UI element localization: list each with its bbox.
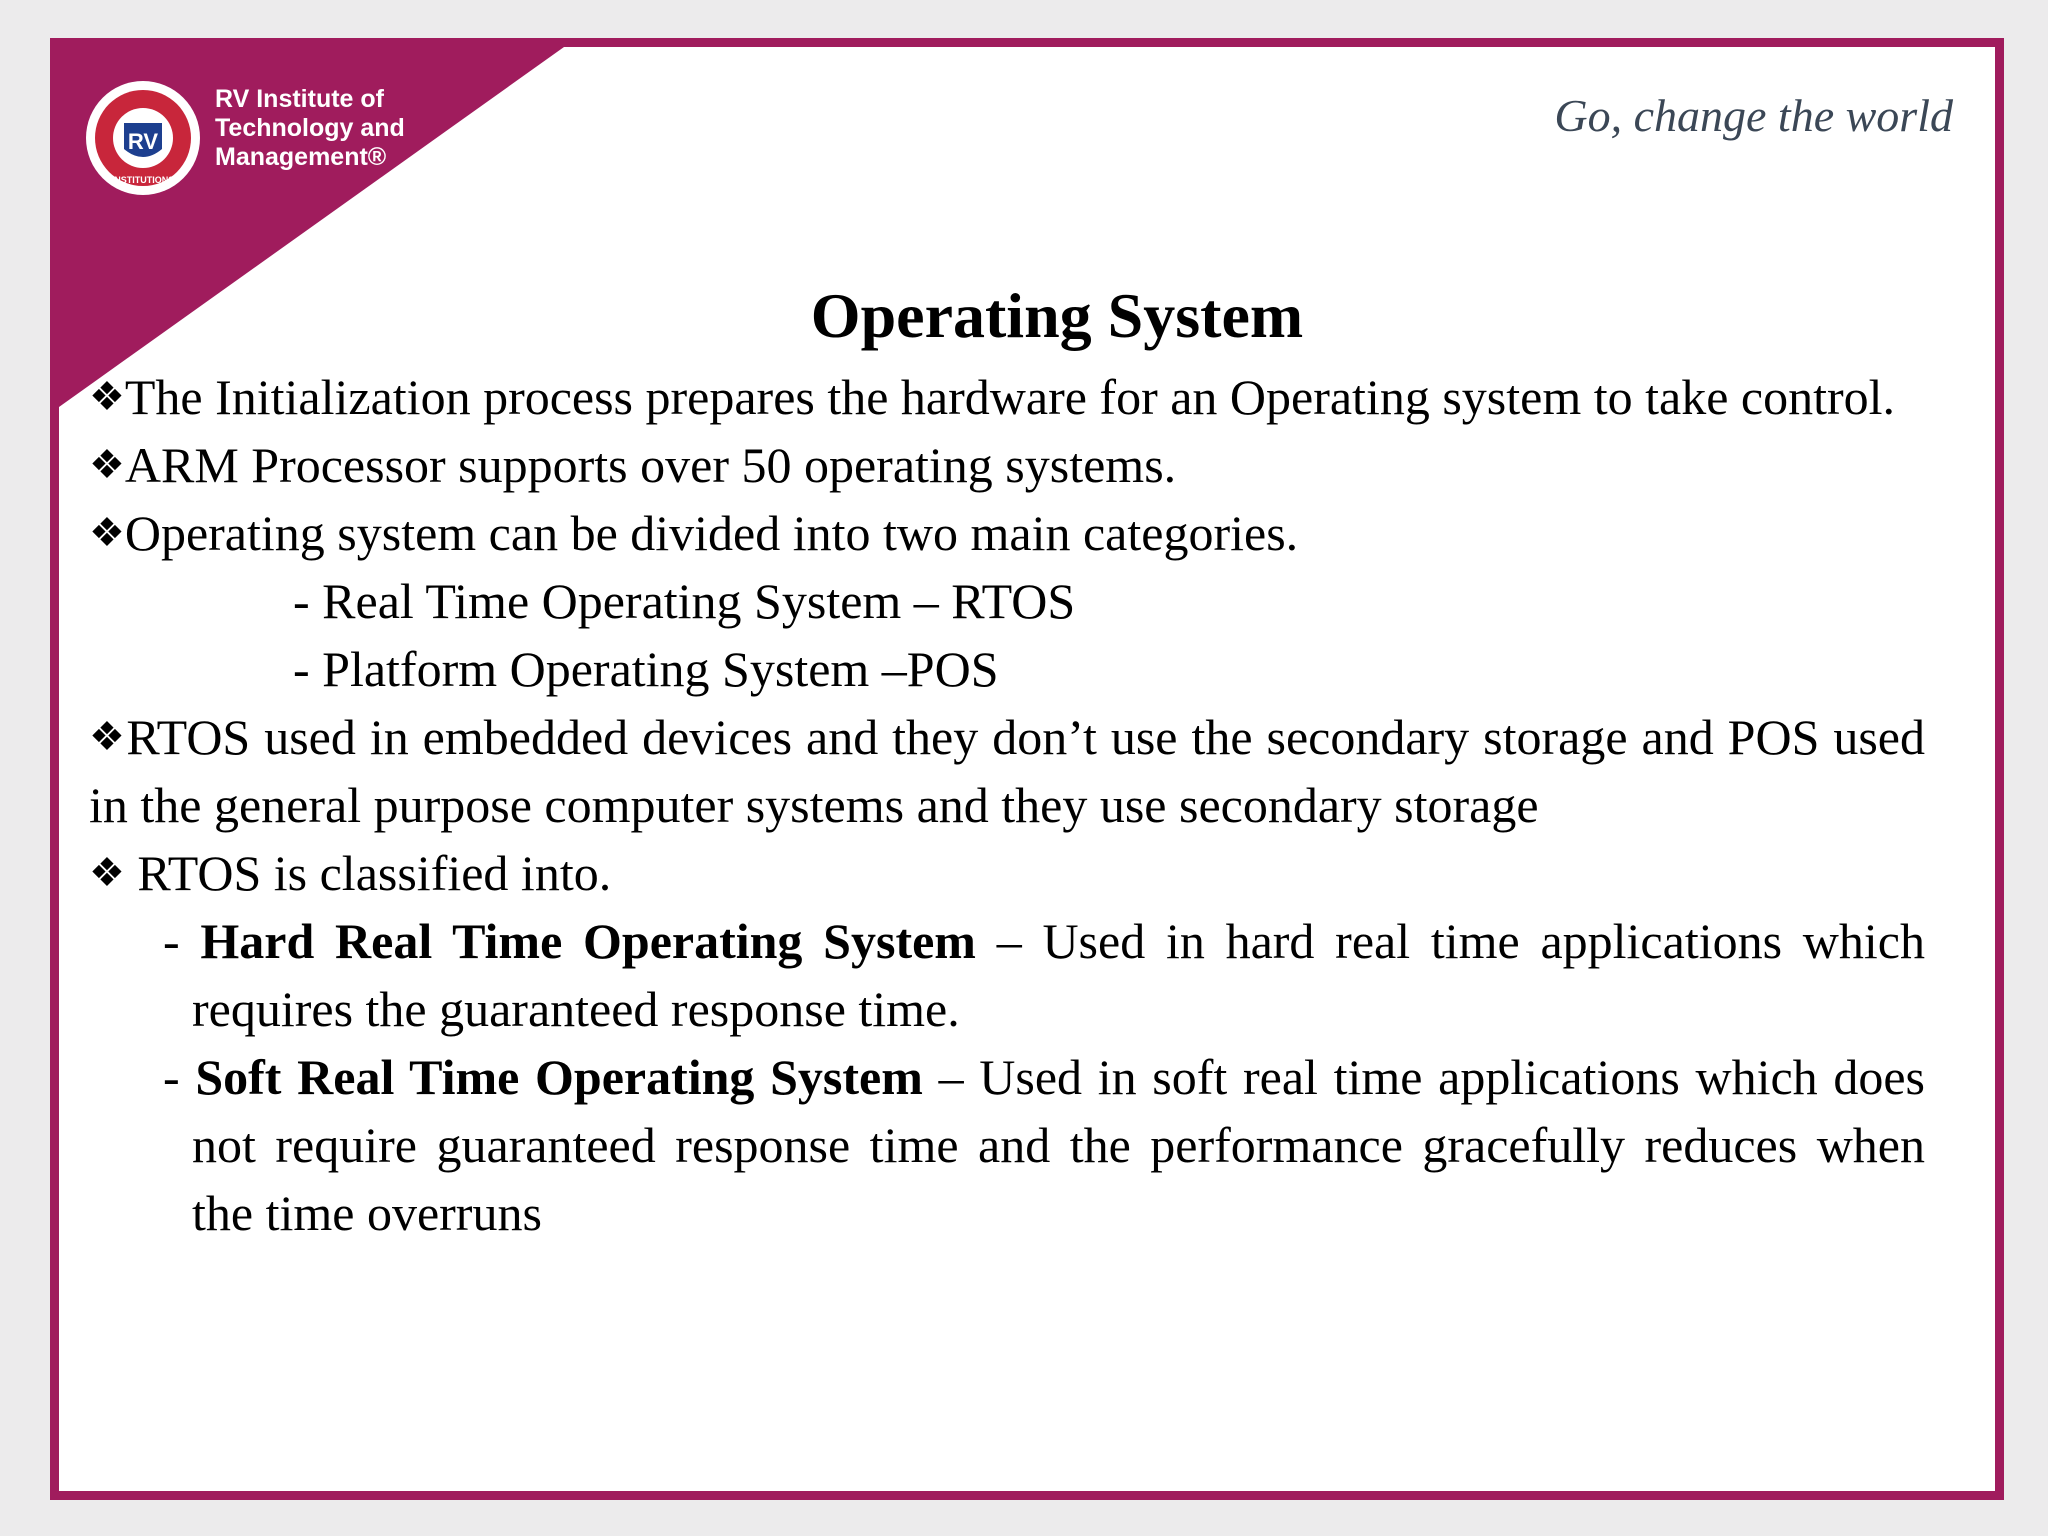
description: – Used in hard real time applications which requires the guaranteed response time. <box>192 913 1925 1037</box>
logo-letters: RV <box>127 129 159 154</box>
bullet-item <box>89 703 1925 839</box>
bullet-text: Operating system can be divided into two main categories. <box>124 505 1299 561</box>
institute-line-1: RV Institute of <box>215 85 384 113</box>
diamond-bullet-icon <box>89 369 125 425</box>
term: Hard Real Time Operating System <box>200 913 976 969</box>
bullet-item <box>89 499 1925 567</box>
bullet-text: RTOS is classified into. <box>124 845 612 901</box>
institute-line-3: Management® <box>215 143 387 171</box>
bullet-item <box>89 431 1925 499</box>
bullet-text: RTOS used in embedded devices and they don’t use the secondary storage and POS used in the general purpose computer systems and they use secondary storage <box>89 709 1926 833</box>
diamond-bullet-icon <box>89 845 125 901</box>
description: – Used in soft real time applications which does not require guaranteed response time and the performance gracefully reduces when the time overruns <box>192 1049 1925 1241</box>
category-item: - Platform Operating System –POS <box>293 641 999 697</box>
bullet-item <box>89 363 1925 431</box>
bullet-text: The Initialization process prepares the hardware for an Operating system to take control. <box>124 369 1896 425</box>
rtos-type-hard <box>89 907 1925 1043</box>
slide <box>50 38 2004 1500</box>
slide-content <box>89 363 1925 1247</box>
dash: - <box>163 1049 196 1105</box>
diamond-bullet-icon <box>89 709 126 765</box>
dash: - <box>163 913 201 969</box>
rtos-type-soft <box>89 1043 1925 1247</box>
rv-logo-seal <box>84 79 202 197</box>
bullet-item <box>89 839 1925 907</box>
diamond-bullet-icon <box>89 437 125 493</box>
bullet-text: ARM Processor supports over 50 operating systems. <box>124 437 1177 493</box>
institute-line-2: Technology and <box>215 114 405 142</box>
term: Soft Real Time Operating System <box>195 1049 923 1105</box>
slide-title: Operating System <box>810 280 1304 351</box>
diamond-bullet-icon <box>89 505 125 561</box>
tagline: Go, change the world <box>1554 90 1953 141</box>
seal-text: INSTITUTIONS <box>111 175 175 185</box>
institute-name <box>215 85 405 172</box>
category-item: - Real Time Operating System – RTOS <box>293 573 1076 629</box>
